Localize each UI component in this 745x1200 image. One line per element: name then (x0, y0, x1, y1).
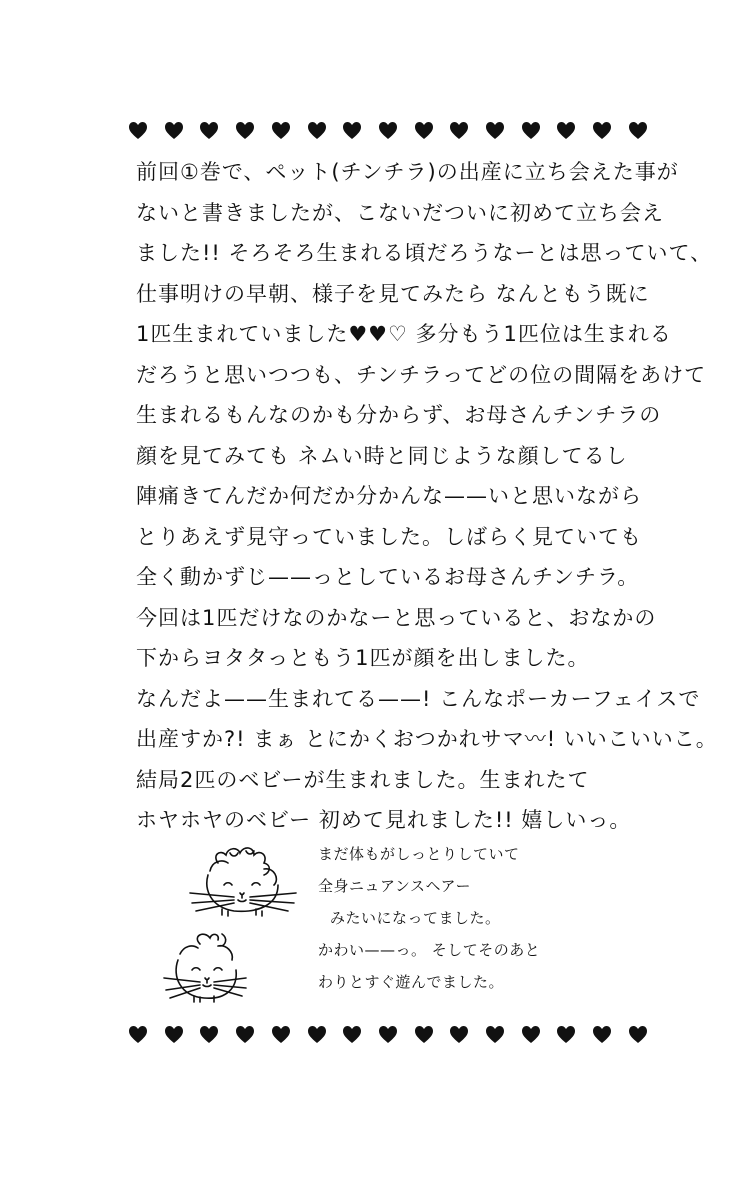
essay-line: 今回は1匹だけなのかなーと思っていると、おなかの (136, 605, 657, 630)
essay-line: 仕事明けの早朝、様子を見てみたら なんともう既に (136, 281, 650, 306)
side-note-line: 全身ニュアンスヘアー (318, 877, 472, 895)
essay-line: 全く動かずじ——っとしているお母さんチンチラ。 (136, 565, 640, 589)
heart-icon (378, 1025, 398, 1045)
side-note-line: わりとすぐ遊んでました。 (318, 973, 505, 991)
heart-icon (556, 1025, 576, 1045)
heart-icon (235, 121, 255, 141)
essay-line: 生まれるもんなのかも分からず、お母さんチンチラの (136, 403, 662, 427)
heart-border-top (128, 118, 648, 144)
essay-line: 結局2匹のベビーが生まれました。生まれたて (136, 767, 590, 792)
main-essay (136, 152, 718, 841)
heart-icon (449, 1025, 469, 1045)
heart-icon (449, 121, 469, 141)
heart-icon (271, 121, 291, 141)
essay-line: 出産すか?! まぁ とにかくおつかれサマ〰! いいこいいこ。 (136, 727, 718, 751)
heart-icon (342, 1025, 362, 1045)
heart-icon (164, 121, 184, 141)
heart-icon (199, 121, 219, 141)
essay-line: ないと書きましたが、こないだついに初めて立ち会え (136, 200, 664, 225)
parent-chinchilla-icon (160, 930, 250, 1006)
heart-icon (521, 121, 541, 141)
side-note (318, 838, 638, 998)
heart-icon (271, 1025, 291, 1045)
essay-line: とりあえず見守っていました。しばらく見ていても (136, 524, 642, 549)
essay-line: ました!! そろそろ生まれる頃だろうなーとは思っていて、 (136, 241, 713, 265)
heart-border-bottom (128, 1022, 648, 1048)
heart-icon (342, 121, 362, 141)
essay-line: 陣痛きてんだか何だか分かんな——いと思いながら (136, 484, 642, 508)
essay-line: ホヤホヤのベビー 初めて見れました!! 嬉しいっ。 (136, 808, 632, 832)
heart-icon (556, 121, 576, 141)
essay-line: 1匹生まれていました♥♥♡ 多分もう1匹位は生まれる (136, 322, 672, 346)
heart-icon (628, 1025, 648, 1045)
baby-chinchilla-icon (188, 845, 298, 921)
heart-icon (592, 1025, 612, 1045)
heart-icon (628, 121, 648, 141)
essay-line: 下からヨタタっともう1匹が顔を出しました。 (136, 646, 590, 670)
essay-line: なんだよ——生まれてる——! こんなポーカーフェイスで (136, 686, 701, 711)
heart-icon (199, 1025, 219, 1045)
side-note-line: まだ体もがしっとりしていて (318, 845, 520, 863)
essay-line: 顔を見てみても ネムい時と同じような顔してるし (136, 443, 628, 468)
heart-icon (592, 121, 612, 141)
heart-icon (128, 121, 148, 141)
heart-icon (164, 1025, 184, 1045)
heart-icon (414, 121, 434, 141)
heart-icon (485, 1025, 505, 1045)
heart-icon (128, 1025, 148, 1045)
heart-icon (485, 121, 505, 141)
essay-line: だろうと思いつつも、チンチラってどの位の間隔をあけて (136, 362, 707, 387)
heart-icon (307, 121, 327, 141)
heart-icon (414, 1025, 434, 1045)
essay-line: 前回①巻で、ペット(チンチラ)の出産に立ち会えた事が (136, 160, 679, 184)
side-note-line: みたいになってました。 (330, 909, 501, 927)
heart-icon (307, 1025, 327, 1045)
side-note-line: かわい——っ。 そしてそのあと (318, 941, 541, 959)
heart-icon (235, 1025, 255, 1045)
heart-icon (521, 1025, 541, 1045)
heart-icon (378, 121, 398, 141)
